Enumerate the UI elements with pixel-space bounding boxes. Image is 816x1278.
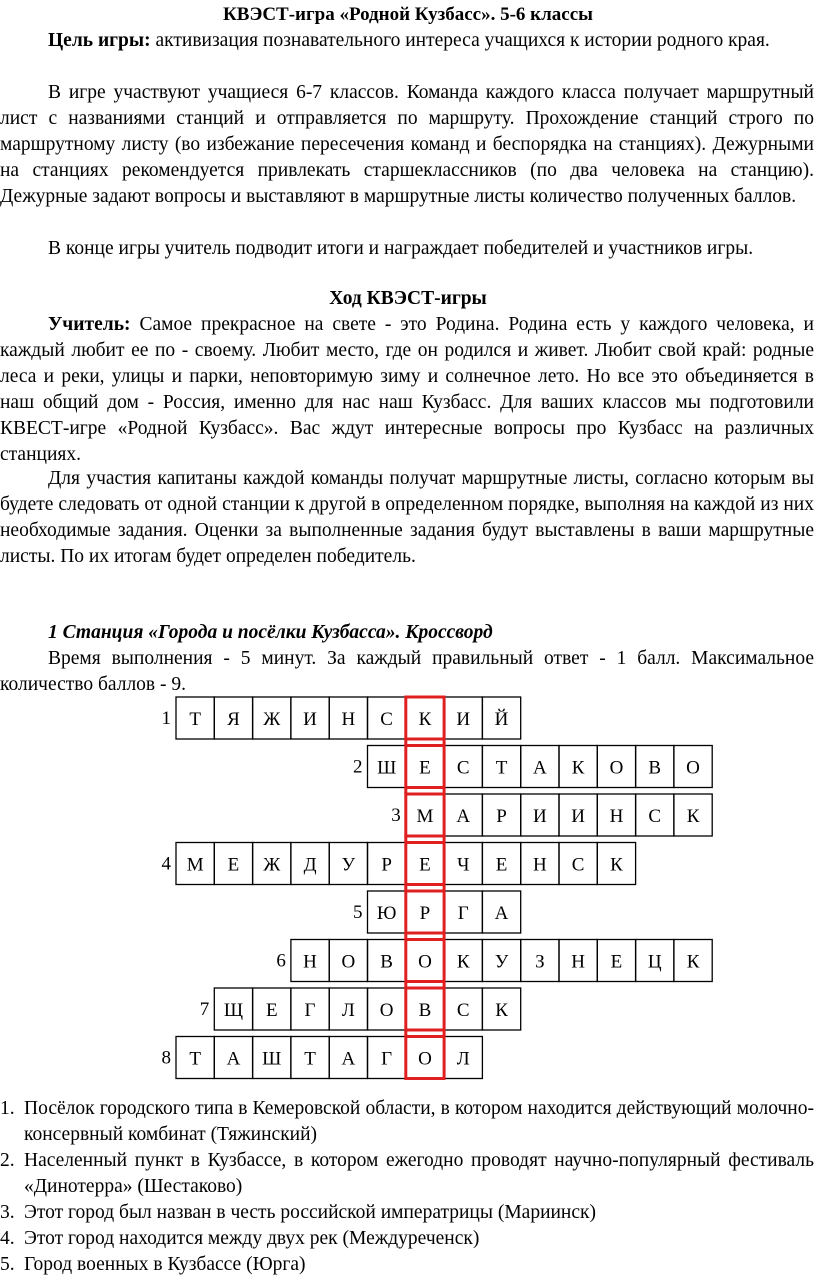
captains-paragraph: Для участия капитаны каждой команды получат маршрутные листы, согласно которым вы будете следовать от одной станции к другой в определенном порядке, выполняя на каждой из них необходимые задания. Оценки за выполненные задания будут выставлены в ваши маршрутные листы. По их итогам будет определен победитель. xyxy=(0,468,814,567)
teacher-label: Учитель: xyxy=(48,314,131,335)
clue-item xyxy=(0,1252,814,1278)
crossword-letter: К xyxy=(686,951,700,973)
crossword-row-number: 4 xyxy=(161,853,171,875)
crossword-letter: М xyxy=(186,854,204,876)
crossword-row-number: 1 xyxy=(161,708,171,729)
crossword-letter: Т xyxy=(304,1048,316,1070)
crossword-row-number: 3 xyxy=(391,805,401,826)
crossword-letter: У xyxy=(341,854,356,876)
crossword-row-number: 8 xyxy=(161,1047,171,1069)
crossword-letter: О xyxy=(341,951,356,973)
crossword-letter: Н xyxy=(532,854,547,876)
clue-text: Населенный пункт в Кузбассе, в котором ежегодно проводят научно-популярный фестиваль «Динотерра» (Шестаково) xyxy=(24,1150,814,1197)
crossword-letter: К xyxy=(571,757,585,779)
crossword-letter: Е xyxy=(495,854,508,876)
crossword-letter: С xyxy=(380,709,393,730)
crossword-letter: С xyxy=(456,1000,470,1021)
crossword-letter: И xyxy=(532,806,547,827)
crossword-letter: С xyxy=(571,854,585,876)
crossword-letter: Р xyxy=(496,806,507,827)
crossword-letter: Ц xyxy=(647,951,662,973)
crossword-letter: О xyxy=(418,1048,432,1070)
clue-number: 3. xyxy=(0,1202,15,1223)
crossword-row-number: 6 xyxy=(276,950,286,972)
crossword-row-number: 2 xyxy=(353,756,363,778)
crossword-row-number: 7 xyxy=(199,999,210,1020)
crossword-letter: Ш xyxy=(377,757,397,779)
crossword-letter: Т xyxy=(189,709,201,730)
crossword-letter: Е xyxy=(227,854,240,876)
goal-text: активизация познавательного интереса учащихся к истории родного края. xyxy=(150,30,770,51)
document-title: КВЭСТ-игра «Родной Кузбасс». 5-6 классы xyxy=(223,4,593,25)
crossword-letter: Л xyxy=(341,1000,355,1021)
crossword-letter: В xyxy=(418,1000,432,1021)
crossword-letter: З xyxy=(535,951,545,973)
crossword-letter: Е xyxy=(610,951,623,973)
crossword-letter: Г xyxy=(381,1048,393,1070)
crossword-letter: А xyxy=(456,806,471,827)
crossword-letter: Н xyxy=(341,709,356,730)
crossword-letter: Н xyxy=(303,951,317,973)
crossword-letter: Р xyxy=(419,903,431,924)
clue-item xyxy=(0,1148,814,1200)
crossword-letter: Щ xyxy=(223,1000,244,1021)
crossword-letter: Е xyxy=(419,854,431,876)
clue-number: 2. xyxy=(0,1150,15,1171)
crossword-letter: О xyxy=(379,1000,394,1021)
crossword-letter: Й xyxy=(494,709,509,730)
crossword-letter: С xyxy=(648,806,662,827)
crossword-letter: А xyxy=(226,1048,241,1070)
clue-item xyxy=(0,1096,814,1148)
clue-item xyxy=(0,1226,814,1252)
crossword-letter: Ш xyxy=(262,1048,282,1070)
crossword-letter: Ж xyxy=(263,854,281,876)
crossword-letter: Л xyxy=(456,1048,470,1070)
clue-text: Город военных в Кузбассе (Юрга) xyxy=(24,1254,306,1275)
crossword-letter: И xyxy=(571,806,586,827)
clue-number: 5. xyxy=(0,1254,15,1275)
crossword-letter: К xyxy=(456,951,470,973)
crossword-letter: Р xyxy=(381,854,392,876)
crossword-letter: Г xyxy=(304,1000,316,1021)
crossword-letter: О xyxy=(418,951,432,973)
crossword-letter: Я xyxy=(227,709,240,730)
crossword-letter: О xyxy=(686,757,700,779)
crossword-letter: Т xyxy=(189,1048,201,1070)
clue-text: Этот город был назван в честь российской императрицы (Мариинск) xyxy=(24,1202,596,1223)
station-heading: 1 Станция «Города и посёлки Кузбасса». Кроссворд xyxy=(48,622,493,643)
crossword-letter: В xyxy=(648,757,662,779)
crossword-letter: Е xyxy=(419,757,431,779)
clue-item xyxy=(0,1200,814,1226)
crossword-letter: К xyxy=(686,806,700,827)
crossword-letter: Ю xyxy=(376,903,397,924)
crossword-letter: Т xyxy=(495,757,508,779)
crossword-letter: К xyxy=(495,1000,508,1021)
station-rules: Время выполнения - 5 минут. За каждый правильный ответ - 1 балл. Максимальное количество баллов - 9. xyxy=(0,648,814,695)
crossword-letter: К xyxy=(418,709,432,730)
crossword-letter: Д xyxy=(303,854,317,876)
intro-paragraph: В игре участвуют учащиеся 6-7 классов. Команда каждого класса получает маршрутный лист с названиями станций и отправляется по маршруту. Прохождение станций строго по маршрутному листу (во избежание пересечения команд и беспорядка на станциях). Дежурными на станциях рекомендуется привлекать старшеклассников (по два человека на станцию). Дежурные задают вопросы и выставляют в маршрутные листы количество полученных баллов. xyxy=(0,82,814,207)
goal-label: Цель игры: xyxy=(48,30,151,51)
crossword-letter: Ж xyxy=(263,709,281,730)
clue-text: Этот город находится между двух рек (Междуреченск) xyxy=(24,1228,480,1249)
crossword-letter: С xyxy=(456,757,470,779)
crossword-letter: Е xyxy=(265,1000,278,1021)
crossword-letter: Н xyxy=(571,951,586,973)
crossword-letter: А xyxy=(341,1048,356,1070)
teacher-text: Самое прекрасное на свете - это Родина. Родина есть у каждого человека, и каждый любит ее по - своему. Любит место, где он родился и живет. Любит свой край: родные леса и реки, улицы и парки, неповторимую зиму и солнечное лето. Но все это объединяется в наш общий дом - Россия, именно для нас наш Кузбасс. Для ваших классов мы подготовили КВЕСТ-игре «Родной Кузбасс». Вас ждут интересные вопросы про Кузбасс на различных станциях. xyxy=(0,314,814,465)
clue-number: 4. xyxy=(0,1228,15,1249)
crossword-letter: А xyxy=(532,757,547,779)
crossword-letter: Н xyxy=(609,806,624,827)
crossword-letter: М xyxy=(416,806,434,827)
crossword-letter: А xyxy=(494,903,509,924)
section-heading: Ход КВЭСТ-игры xyxy=(329,288,487,309)
intro-paragraph-ending: В конце игры учитель подводит итоги и награждает победителей и участников игры. xyxy=(48,238,754,259)
crossword-letter: И xyxy=(456,709,471,730)
clue-text: Посёлок городского типа в Кемеровской области, в котором находится действующий молочно-консервный комбинат (Тяжинский) xyxy=(24,1098,814,1145)
crossword-letter: У xyxy=(494,951,509,973)
crossword-letter: О xyxy=(609,757,624,779)
crossword-letter: В xyxy=(380,951,393,973)
crossword-letter: К xyxy=(610,854,623,876)
clue-number: 1. xyxy=(0,1098,15,1119)
clue-list xyxy=(0,1096,814,1278)
crossword-row-number: 5 xyxy=(353,902,363,923)
crossword-letter: Г xyxy=(457,903,469,924)
crossword-letter: И xyxy=(303,709,317,730)
crossword-letter: Ч xyxy=(457,854,470,876)
